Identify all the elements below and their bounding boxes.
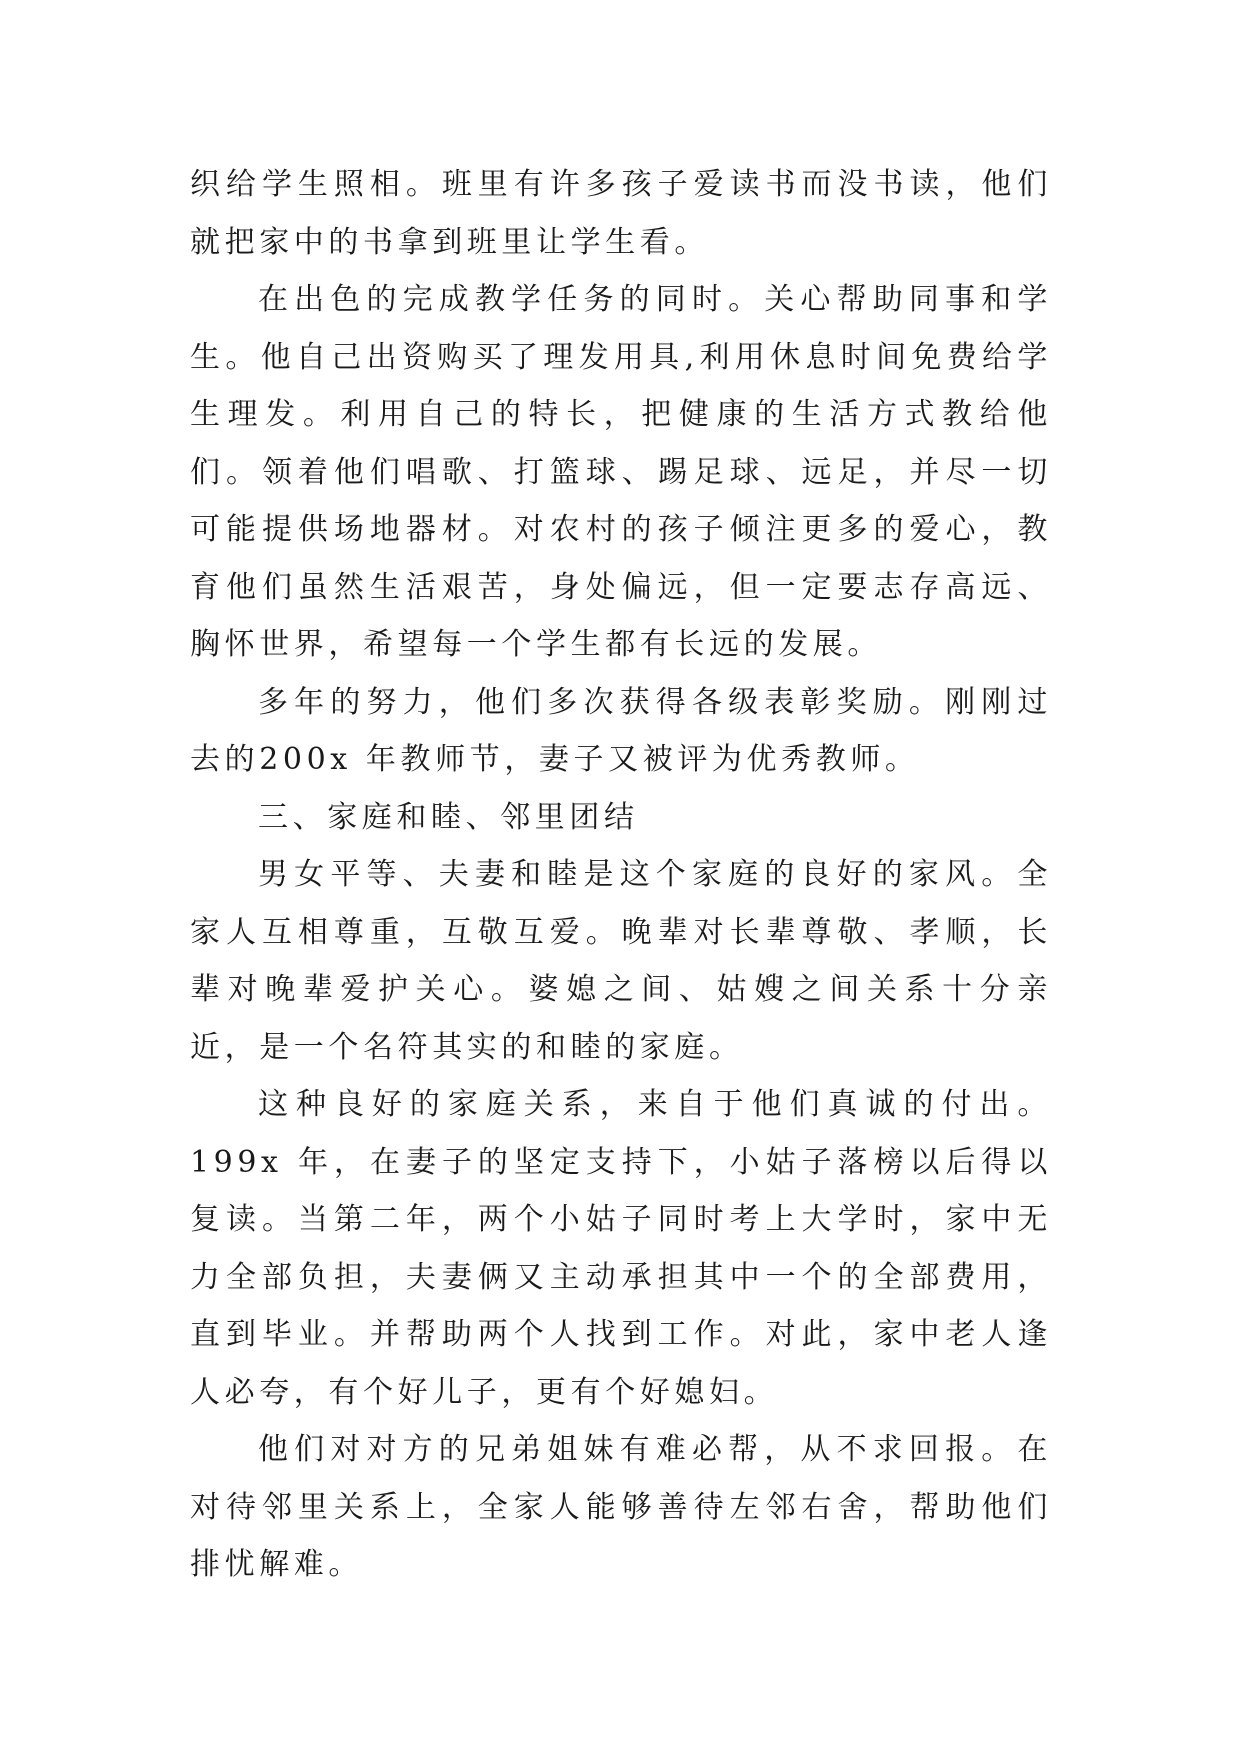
paragraph-family-values: 男女平等、夫妻和睦是这个家庭的良好的家风。全家人互相尊重，互敬互爱。晚辈对长辈尊敬、孝顺，长辈对晚辈爱护关心。婆媳之间、姑嫂之间关系十分亲近，是一个名符其实的和睦的家庭。 [190,857,1052,1065]
paragraph-neighbors: 他们对对方的兄弟姐妹有难必帮，从不求回报。在对待邻里关系上，全家人能够善待左邻右舍，帮助他们排忧解难。 [190,1432,1052,1582]
document-body [190,156,1052,1594]
paragraph-teaching-care: 在出色的完成教学任务的同时。关心帮助同事和学生。他自己出资购买了理发用具,利用休息时间免费给学生理发。利用自己的特长，把健康的生活方式教给他们。领着他们唱歌、打篮球、踢足球、远足，并尽一切可能提供场地器材。对农村的孩子倾注更多的爱心，教育他们虽然生活艰苦，身处偏远，但一定要志存高远、胸怀世界，希望每一个学生都有长远的发展。 [190,282,1052,662]
paragraph-awards: 多年的努力，他们多次获得各级表彰奖励。刚刚过去的200x 年教师节，妻子又被评为优秀教师。 [190,684,1052,777]
section-heading-family-harmony: 三、家庭和睦、邻里团结 [258,799,639,835]
paragraph-family-support: 这种良好的家庭关系，来自于他们真诚的付出。199x 年，在妻子的坚定支持下，小姑子落榜以后得以复读。当第二年，两个小姑子同时考上大学时，家中无力全部负担，夫妻俩又主动承担其中一个的全部费用，直到毕业。并帮助两个人找到工作。对此，家中老人逢人必夸，有个好儿子，更有个好媳妇。 [190,1087,1052,1410]
paragraph-continuation: 织给学生照相。班里有许多孩子爱读书而没书读，他们就把家中的书拿到班里让学生看。 [190,167,1052,260]
